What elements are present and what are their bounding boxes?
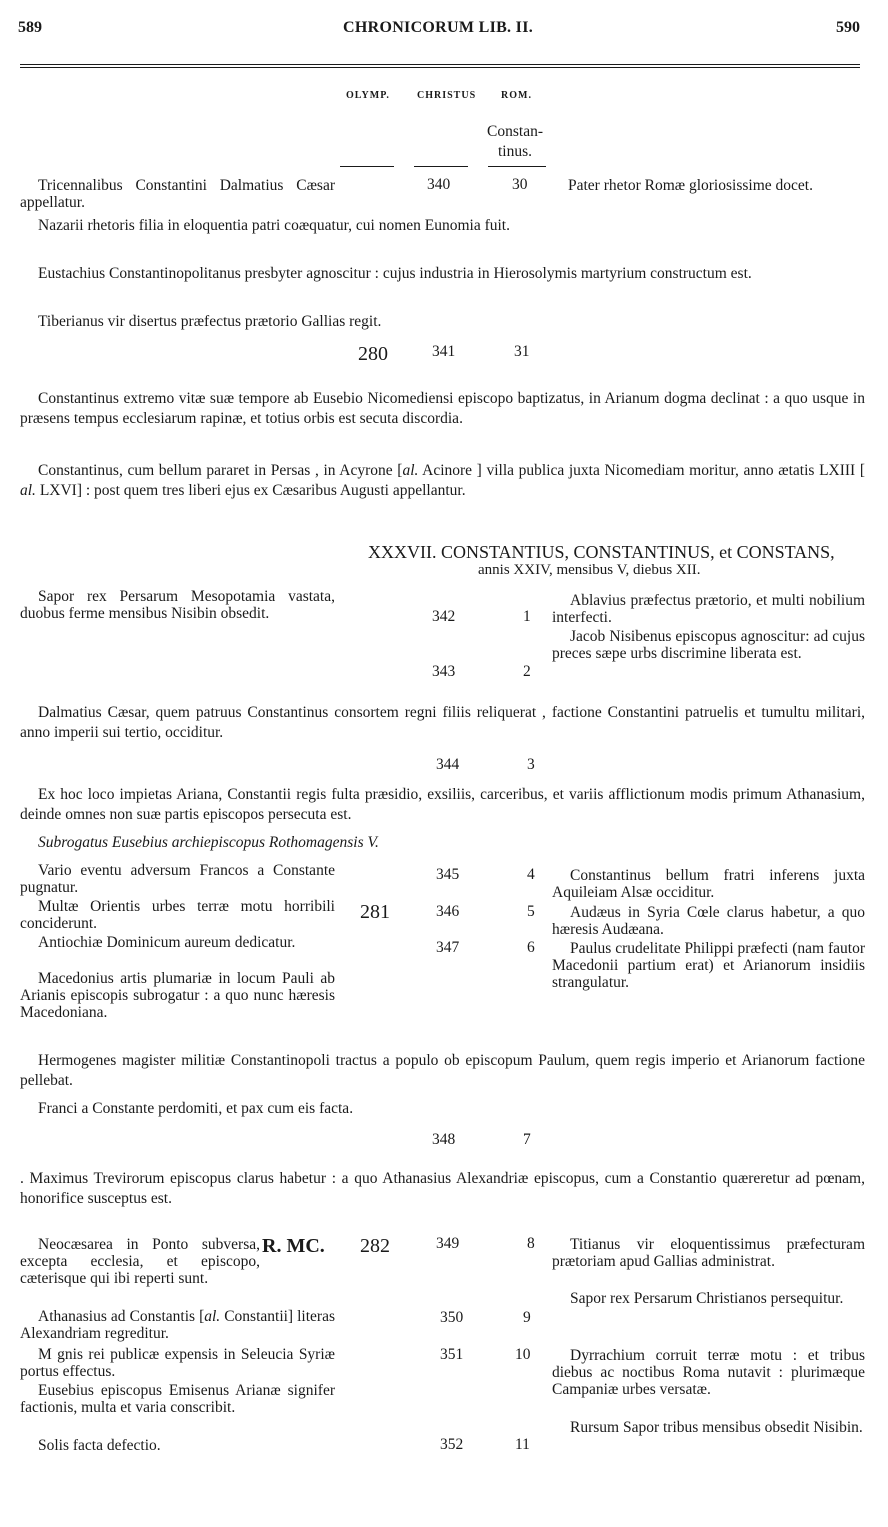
alias-abbrev: al. — [20, 482, 36, 499]
year-rom: 8 — [527, 1235, 535, 1252]
year-christus: 352 — [440, 1436, 464, 1453]
year-rom: 10 — [515, 1346, 531, 1363]
entry-franci: Franci a Constante perdomiti, et pax cum eis facta. — [38, 1100, 354, 1117]
entry-hermogenes: Hermogenes magister militiæ Constantinopoli tractus a populo ob episcopum Paulum, quem regis imperio et Arianorum factione pellebat. — [20, 1052, 865, 1089]
r-mc-marker: R. MC. — [262, 1235, 325, 1257]
year-christus: 349 — [436, 1235, 460, 1252]
year-rom: 7 — [523, 1131, 531, 1148]
year-rom: 9 — [523, 1309, 531, 1326]
entry-tiberianus: Tiberianus vir disertus præfectus prætorio Gallias regit. — [38, 313, 382, 330]
entry-sapor-persequitur: Sapor rex Persarum Christianos persequitur. — [570, 1290, 844, 1307]
col-header-olymp: OLYMP. — [346, 90, 390, 101]
entry-pater-rhetor: Pater rhetor Romæ gloriosissime docet. — [568, 177, 813, 194]
year-rom: 31 — [514, 343, 530, 360]
olympiad-number: 282 — [360, 1235, 390, 1257]
entry-eustachius: Eustachius Constantinopolitanus presbyter agnoscitur : cujus industria in Hierosolymis martyrium constructum est. — [38, 265, 752, 282]
olympiad-number: 280 — [358, 343, 388, 365]
entry-maximus-trevirorum: . Maximus Trevirorum episcopus clarus habetur : a quo Athanasius Alexandriæ episcopus, cum a Constantio quæreretur ad pœnam, honorifice susceptus est. — [20, 1170, 865, 1207]
entry-neocaesarea: Neocæsarea in Ponto subversa, excepta ecclesia, et episcopo, cæterisque qui ibi reperti sunt. — [20, 1236, 260, 1287]
year-christus: 347 — [436, 939, 460, 956]
year-christus: 350 — [440, 1309, 464, 1326]
entry-titianus: Titianus vir eloquentissimus præfecturam prætoriam apud Gallias administrat. — [552, 1236, 865, 1270]
right-page-number: 590 — [836, 19, 860, 36]
text-part: Athanasius ad Constantis [ — [38, 1308, 205, 1325]
year-christus: 343 — [432, 663, 456, 680]
entry-constantinus-alsae: Constantinus bellum fratri inferens juxta Aquileiam Alsæ occiditur. — [552, 867, 865, 901]
entry-dalmatius-caesar: Tricennalibus Constantini Dalmatius Cæsar appellatur. — [20, 177, 335, 211]
entry-athanasius-regreditur — [20, 1308, 335, 1342]
year-rom: 11 — [515, 1436, 530, 1453]
entry-antiochiae: Antiochiæ Dominicum aureum dedicatur. — [38, 934, 296, 951]
left-page-number: 589 — [18, 19, 42, 36]
entry-jacob-nisibenus: Jacob Nisibenus episcopus agnoscitur: ad cujus preces sæpe urbs discrimine liberata est. — [552, 628, 865, 662]
entry-solis-defectio: Solis facta defectio. — [38, 1437, 161, 1454]
year-christus: 341 — [432, 343, 456, 360]
entry-sapor-nisibin-2: Rursum Sapor tribus mensibus obsedit Nisibin. — [570, 1419, 863, 1436]
text-part: Constantinus, cum bellum pararet in Persas , in Acyrone [ — [38, 462, 403, 479]
entry-audaeus: Audæus in Syria Cœle clarus habetur, a quo hæresis Audæana. — [552, 904, 865, 938]
year-rom: 2 — [523, 663, 531, 680]
entry-sapor-nisibin: Sapor rex Persarum Mesopotamia vastata, duobus ferme mensibus Nisibin obsedit. — [20, 588, 335, 622]
entry-macedonius: Macedonius artis plumariæ in locum Pauli ab Arianis episcopis subrogatur : a quo nunc hæresis Macedoniana. — [20, 970, 335, 1021]
year-christus: 342 — [432, 608, 456, 625]
entry-nazarii: Nazarii rhetoris filia in eloquentia patri coæquatur, cui nomen Eunomia fuit. — [38, 217, 510, 234]
year-rom: 4 — [527, 866, 535, 883]
col-header-christus: CHRISTUS — [417, 90, 477, 101]
col-rule-christus — [414, 166, 468, 167]
entry-vario-eventu: Vario eventu adversum Francos a Constante pugnatur. — [20, 862, 335, 896]
text-part: Constantii] literas Alexandriam regreditur. — [20, 1308, 335, 1342]
year-rom: 5 — [527, 903, 535, 920]
entry-constantinus-baptizatus: Constantinus extremo vitæ suæ tempore ab Eusebio Nicomediensi episcopo baptizatus, in Arianum dogma declinat : a quo usque in præsens tempus ecclesiarum rapinæ, et totius orbis est secuta discordia. — [20, 390, 865, 427]
year-christus: 348 — [432, 1131, 456, 1148]
year-rom: 6 — [527, 939, 535, 956]
col-rule-rom — [488, 166, 546, 167]
entry-paulus: Paulus crudelitate Philippi præfecti (nam fautor Macedonii partium erat) et Arianorum insidiis strangulatur. — [552, 940, 865, 991]
year-christus: 351 — [440, 1346, 464, 1363]
year-christus: 346 — [436, 903, 460, 920]
reign-title: XXXVII. CONSTANTIUS, CONSTANTINUS, et CONSTANS, — [368, 542, 835, 562]
col-rule-olymp — [340, 166, 394, 167]
header-rule — [20, 64, 860, 65]
col-header-rom: ROM. — [501, 90, 532, 101]
year-rom: 30 — [512, 176, 528, 193]
text-part: Acinore ] villa publica juxta Nicomediam moritur, anno ætatis LXIII [ — [418, 462, 866, 479]
header-rule-2 — [20, 67, 860, 68]
running-title: CHRONICORUM LIB. II. — [343, 19, 534, 36]
year-christus: 345 — [436, 866, 460, 883]
col-header-constantinus: Constan- tinus. — [487, 123, 543, 160]
alias-abbrev: al. — [204, 1308, 221, 1325]
entry-multae-urbes: Multæ Orientis urbes terræ motu horribili conciderunt. — [20, 898, 335, 932]
entry-impietas-ariana: Ex hoc loco impietas Ariana, Constantii regis fulta præsidio, exsiliis, carceribus, et variis afflictionum modis primum Athanasium, deinde omnes non suæ partis episcopos persecuta est. — [20, 786, 865, 823]
year-rom: 1 — [523, 608, 531, 625]
year-rom: 3 — [527, 756, 535, 773]
text-part: LXVI] : post quem tres liberi ejus ex Cæsaribus Augusti appellantur. — [35, 482, 466, 499]
entry-seleucia: M gnis rei publicæ expensis in Seleucia Syriæ portus effectus. — [20, 1346, 335, 1380]
entry-eusebius-emisenus: Eusebius episcopus Emisenus Arianæ signifer factionis, multa et varia conscribit. — [20, 1382, 335, 1416]
entry-ablavius: Ablavius præfectus prætorio, et multi nobilium interfecti. — [552, 592, 865, 626]
entry-constantinus-moritur — [20, 461, 865, 501]
entry-eusebius-rothomagensis: Subrogatus Eusebius archiepiscopus Rothomagensis V. — [38, 834, 379, 851]
olympiad-number: 281 — [360, 901, 390, 923]
year-christus: 340 — [427, 176, 451, 193]
entry-dyrrachium: Dyrrachium corruit terræ motu : et tribus diebus ac noctibus Roma nutavit : plurimæque Campaniæ urbes versatæ. — [552, 1347, 865, 1398]
year-christus: 344 — [436, 756, 460, 773]
alias-abbrev: al. — [402, 462, 419, 479]
reign-duration: annis XXIV, mensibus V, diebus XII. — [478, 562, 701, 578]
entry-dalmatius-occiditur: Dalmatius Cæsar, quem patruus Constantinus consortem regni filiis reliquerat , factione Constantini patruelis et tumultu militari, anno imperii sui tertio, occiditur. — [20, 704, 865, 741]
